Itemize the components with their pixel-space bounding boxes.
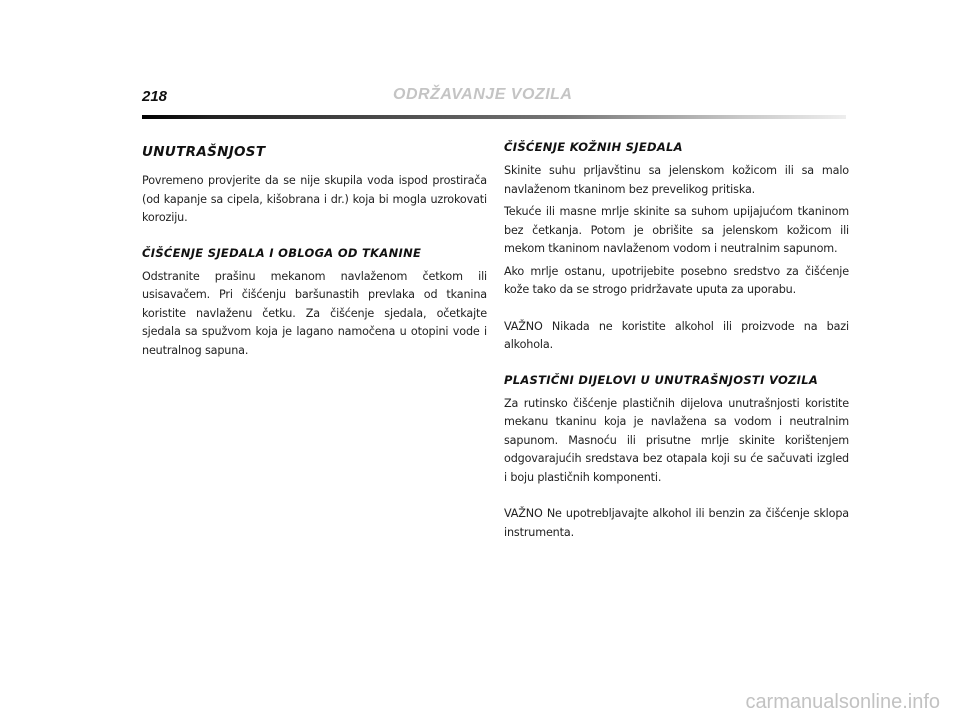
right-column bbox=[504, 138, 849, 546]
intro-paragraph: Povremeno provjerite da se nije skupila voda ispod prostirača (od kapanje sa cipela, kišobrana i dr.) koja bi mogla uzrokovati koroziju. bbox=[142, 174, 487, 224]
leather-paragraph-2: Tekuće ili masne mrlje skinite sa suhom upijajućom tkaninom bez četkanja. Potom je obrišite sa jelenskom kožicom ili mekom tkaninom navlaženom vodom i neutralnim sapunom. bbox=[504, 205, 849, 255]
plastic-paragraph: Za rutinsko čišćenje plastičnih dijelova unutrašnjosti koristite mekanu tkaninu koja je navlažena sa vodom i neutralnim sapunom. Masnoću ili prisutne mrlje skinite korištenjem odgovarajućih sredstava bez otapala koji su će sačuvati izgled i boju plastičnih komponenti. bbox=[504, 396, 849, 484]
fabric-paragraph: Odstranite prašinu mekanom navlaženom četkom ili usisavačem. Pri čišćenju baršunastih prevlaka od tkanina koristite navlaženu četku. Za čišćenje sjedala, očetkajte sjedala sa spužvom koja je lagano namočena u otopini vode i neutralnog sapuna. bbox=[142, 269, 487, 357]
heading-fabric-seats: ČIŠĆENJE SJEDALA I OBLOGA OD TKANINE bbox=[142, 245, 422, 260]
leather-paragraph-1: Skinite suhu prljavštinu sa jelenskom kožicom ili sa malo navlaženom tkaninom bez prevelikog pritiska. bbox=[504, 164, 849, 196]
leather-warning: VAŽNO Nikada ne koristite alkohol ili proizvode na bazi alkohola. bbox=[504, 319, 849, 351]
page-number: 218 bbox=[142, 88, 168, 105]
leather-paragraph-3: Ako mrlje ostanu, upotrijebite posebno sredstvo za čišćenje kože tako da se strogo pridržavate uputa za uporabu. bbox=[504, 264, 849, 296]
plastic-warning: VAŽNO Ne upotrebljavajte alkohol ili benzin za čišćenje sklopa instrumenta. bbox=[504, 507, 849, 539]
heading-leather-seats: ČIŠĆENJE KOŽNIH SJEDALA bbox=[504, 140, 683, 154]
watermark: carmanualsonline.info bbox=[745, 691, 940, 713]
heading-plastic-parts: PLASTIČNI DIJELOVI U UNUTRAŠNJOSTI VOZILA bbox=[504, 372, 819, 387]
section-title: ODRŽAVANJE VOZILA bbox=[393, 86, 573, 103]
header-rule bbox=[142, 115, 846, 119]
heading-interior: UNUTRAŠNJOST bbox=[142, 144, 266, 160]
left-column bbox=[142, 138, 487, 364]
